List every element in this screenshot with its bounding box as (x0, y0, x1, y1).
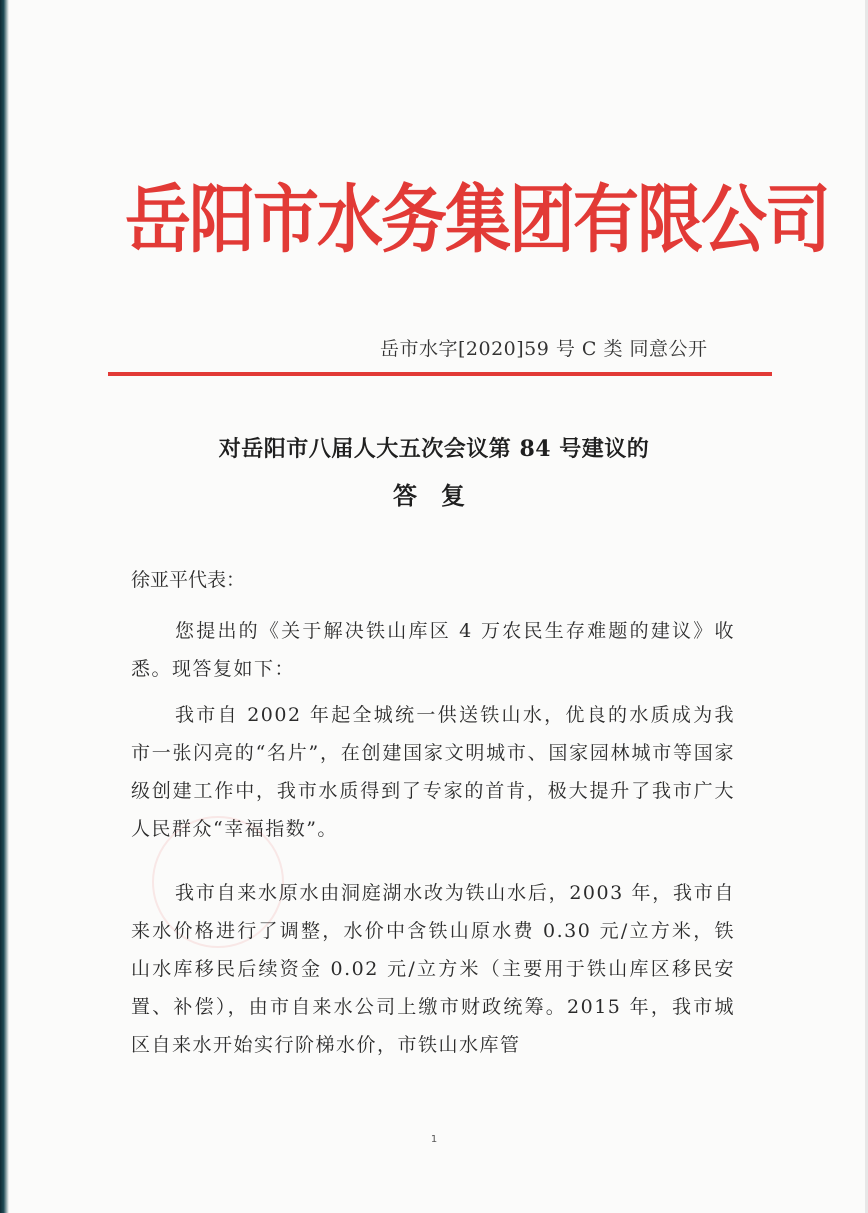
body-paragraph-2: 我市自 2002 年起全城统一供送铁山水，优良的水质成为我市一张闪亮的“名片”，在创建国家文明城市、国家园林城市等国家级创建工作中，我市水质得到了专家的首肯，极大提升了我市广大人民群众“幸福指数”。 (131, 704, 735, 840)
letterhead-title: 岳阳市水务集团有限公司 (125, 176, 829, 263)
body-paragraph-3: 我市自来水原水由洞庭湖水改为铁山水后，2003 年，我市自来水价格进行了调整，水价中含铁山原水费 0.30 元/立方米，铁山水库移民后续资金 0.02 元/立方米（主要用于铁山库区移民安置、补偿），由市自来水公司上缴市财政统筹。2015 年，我市城区自来水开始实行阶梯水价，市铁山水库管 (131, 882, 735, 1056)
body-paragraph-1: 您提出的《关于解决铁山库区 4 万农民生存难题的建议》收悉。现答复如下： (131, 620, 735, 680)
letterhead-red-rule (108, 372, 772, 376)
scan-edge-shadow (0, 0, 9, 1213)
reply-title-line-2: 答复 (393, 481, 489, 510)
page-number: 1 (430, 1134, 438, 1145)
salutation: 徐亚平代表： (131, 569, 246, 591)
reply-title-line-1: 对岳阳市八届人大五次会议第 84 号建议的 (218, 436, 650, 462)
document-number: 岳市水字[2020]59 号 C 类 同意公开 (380, 338, 708, 360)
